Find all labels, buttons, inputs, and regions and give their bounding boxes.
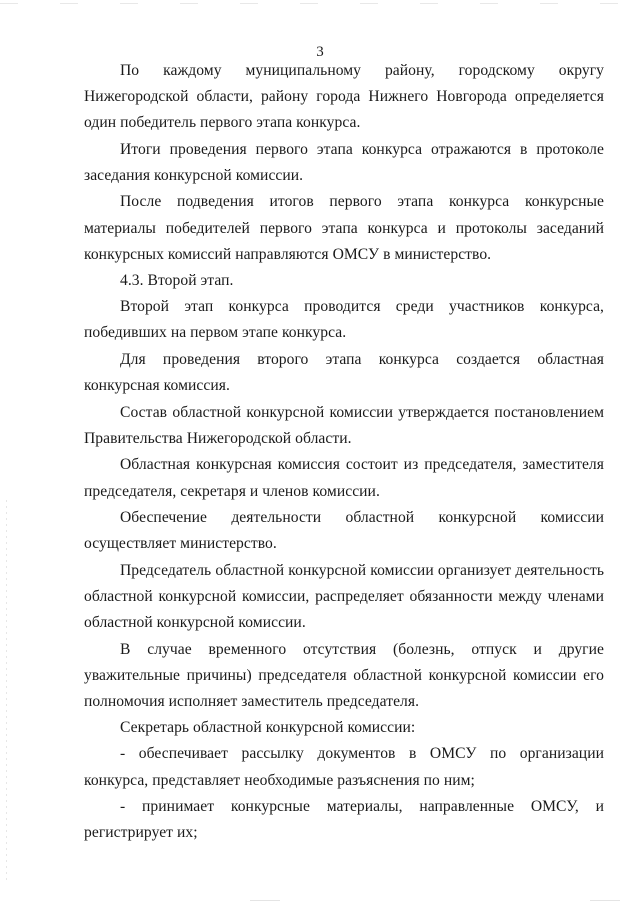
scan-artifact-top [0,3,640,4]
scan-artifact-bottom [0,900,640,901]
section-heading-second-stage: 4.3. Второй этап. [120,272,234,290]
paragraph-winner-per-district: По каждому муниципальному району, городскому округу Нижегородской области, району города Нижнего Новгорода определяется один победитель первого этапа конкурса. [84,62,604,132]
paragraph-commission-members: Областная конкурсная комиссия состоит из председателя, заместителя председателя, секретаря и членов комиссии. [84,456,604,500]
list-item-accepts-materials: - принимает конкурсные материалы, направленные ОМСУ, и регистрирует их; [84,797,604,841]
paragraph-materials-sent: После подведения итогов первого этапа конкурса конкурсные материалы победителей первого этапа конкурса и протоколы заседаний конкурсных комиссий направляются ОМСУ в министерство. [84,193,604,263]
paragraph-regional-commission-created: Для проведения второго этапа конкурса создается областная конкурсная комиссия. [84,351,604,395]
paragraph-secretary-intro: Секретарь областной конкурсной комиссии: [120,719,416,737]
paragraph-second-stage-participants: Второй этап конкурса проводится среди участников конкурса, победивших на первом этапе конкурса. [84,298,604,342]
list-item-distribution: - обеспечивает рассылку документов в ОМСУ по организации конкурса, представляет необходимые разъяснения по ним; [84,745,604,789]
scan-artifact-left [6,500,7,880]
paragraph-commission-composition-approval: Состав областной конкурсной комиссии утверждается постановлением Правительства Нижегородской области. [84,403,604,447]
page-number: 3 [316,44,324,60]
paragraph-first-stage-results: Итоги проведения первого этапа конкурса отражаются в протоколе заседания конкурсной комиссии. [84,140,604,184]
paragraph-chairman-duties: Председатель областной конкурсной комиссии организует деятельность областной конкурсной комиссии, распределяет обязанности между членами областной конкурсной комиссии. [84,561,604,631]
paragraph-deputy-chairman: В случае временного отсутствия (болезнь, отпуск и другие уважительные причины) председателя областной конкурсной комиссии его полномочия исполняет заместитель председателя. [84,640,604,710]
document-body [84,58,604,846]
paragraph-commission-support: Обеспечение деятельности областной конкурсной комиссии осуществляет министерство. [84,509,604,553]
